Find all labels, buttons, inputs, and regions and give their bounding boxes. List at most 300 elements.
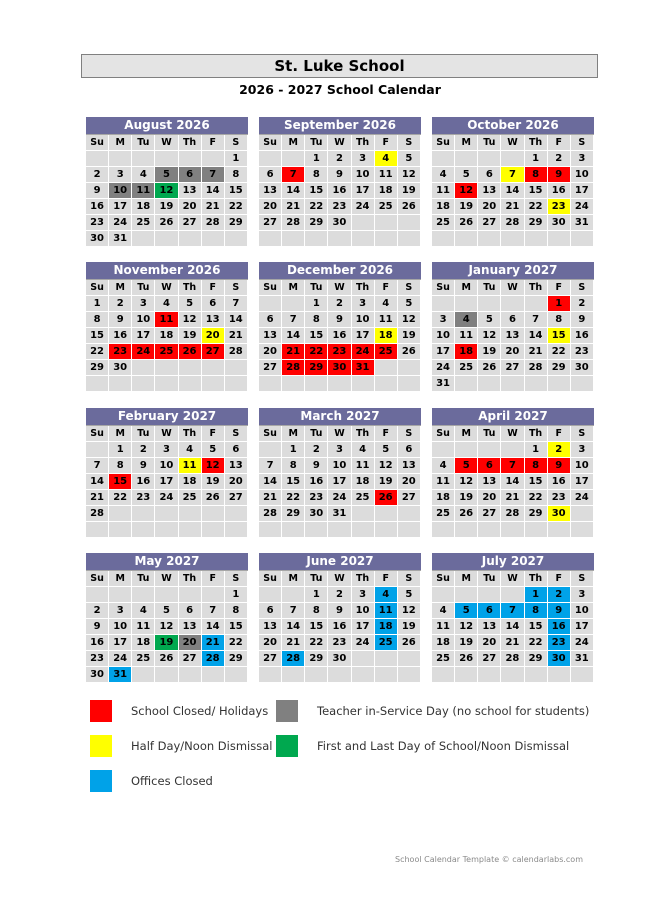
day-cell: 21 — [501, 199, 524, 215]
day-cell: 13 — [398, 458, 421, 474]
day-cell: 30 — [328, 651, 351, 667]
day-cell: 27 — [501, 360, 524, 376]
month-title: December 2026 — [259, 262, 421, 280]
empty-cell — [155, 587, 178, 603]
day-cell: 29 — [525, 651, 548, 667]
empty-cell — [109, 506, 132, 522]
weekday-header: F — [548, 280, 571, 296]
day-cell: 28 — [501, 506, 524, 522]
day-cell: 25 — [132, 215, 155, 231]
legend-label: Half Day/Noon Dismissal — [131, 739, 273, 753]
weekday-header: F — [202, 426, 225, 442]
weekday-header: W — [501, 426, 524, 442]
day-cell: 12 — [455, 474, 478, 490]
day-cell: 11 — [352, 458, 375, 474]
day-cell: 30 — [328, 215, 351, 231]
weekday-header: M — [282, 426, 305, 442]
weekday-header: Th — [179, 426, 202, 442]
day-cell: 3 — [109, 167, 132, 183]
month-days-grid — [86, 280, 248, 392]
day-cell: 28 — [202, 215, 225, 231]
empty-cell — [398, 506, 421, 522]
day-cell: 1 — [305, 151, 328, 167]
day-cell: 10 — [571, 603, 594, 619]
day-cell: 25 — [432, 651, 455, 667]
day-cell: 4 — [432, 603, 455, 619]
weekday-header: W — [155, 426, 178, 442]
day-cell: 4 — [132, 167, 155, 183]
weekday-header: Th — [179, 280, 202, 296]
day-cell: 30 — [548, 651, 571, 667]
day-cell: 11 — [375, 603, 398, 619]
day-cell: 18 — [432, 490, 455, 506]
empty-cell — [202, 360, 225, 376]
weekday-header: S — [571, 135, 594, 151]
empty-cell — [202, 151, 225, 167]
day-cell: 17 — [109, 199, 132, 215]
day-cell: 31 — [571, 215, 594, 231]
empty-cell — [225, 506, 248, 522]
day-cell: 10 — [109, 619, 132, 635]
day-cell: 12 — [202, 458, 225, 474]
day-cell: 17 — [132, 328, 155, 344]
empty-cell — [375, 667, 398, 683]
weekday-header: M — [109, 280, 132, 296]
empty-cell — [375, 376, 398, 392]
day-cell: 10 — [571, 458, 594, 474]
day-cell: 29 — [225, 651, 248, 667]
empty-cell — [455, 587, 478, 603]
day-cell: 16 — [548, 619, 571, 635]
day-cell: 28 — [282, 360, 305, 376]
day-cell: 1 — [525, 151, 548, 167]
day-cell: 2 — [328, 151, 351, 167]
weekday-header: Su — [86, 135, 109, 151]
empty-cell — [501, 442, 524, 458]
day-cell: 12 — [398, 312, 421, 328]
month-days-grid — [86, 135, 248, 247]
day-cell: 28 — [259, 506, 282, 522]
month-july-2027 — [432, 553, 594, 683]
day-cell: 2 — [86, 603, 109, 619]
day-cell: 7 — [282, 167, 305, 183]
weekday-header: Th — [352, 426, 375, 442]
legend-label: First and Last Day of School/Noon Dismissal — [317, 739, 570, 753]
weekday-header: W — [155, 571, 178, 587]
day-cell: 25 — [432, 215, 455, 231]
day-cell: 21 — [282, 635, 305, 651]
legend-inservice — [276, 700, 589, 722]
day-cell: 21 — [282, 344, 305, 360]
weekday-header: Su — [259, 426, 282, 442]
day-cell: 28 — [86, 506, 109, 522]
day-cell: 24 — [109, 215, 132, 231]
empty-cell — [202, 587, 225, 603]
weekday-header: W — [328, 571, 351, 587]
footer-credit: School Calendar Template © calendarlabs.com — [395, 855, 583, 864]
empty-cell — [375, 522, 398, 538]
month-days-grid — [86, 426, 248, 538]
day-cell: 19 — [398, 619, 421, 635]
day-cell: 27 — [398, 490, 421, 506]
weekday-header: W — [328, 135, 351, 151]
day-cell: 10 — [352, 167, 375, 183]
month-title: June 2027 — [259, 553, 421, 571]
day-cell: 3 — [352, 151, 375, 167]
day-cell: 13 — [202, 312, 225, 328]
day-cell: 25 — [132, 651, 155, 667]
day-cell: 1 — [548, 296, 571, 312]
weekday-header: Su — [259, 280, 282, 296]
day-cell: 3 — [109, 603, 132, 619]
day-cell: 29 — [282, 506, 305, 522]
day-cell: 16 — [86, 635, 109, 651]
empty-cell — [155, 231, 178, 247]
empty-cell — [282, 376, 305, 392]
weekday-header: Th — [525, 426, 548, 442]
empty-cell — [282, 296, 305, 312]
empty-cell — [432, 587, 455, 603]
day-cell: 13 — [225, 458, 248, 474]
day-cell: 15 — [305, 183, 328, 199]
day-cell: 4 — [352, 442, 375, 458]
empty-cell — [305, 376, 328, 392]
empty-cell — [305, 231, 328, 247]
day-cell: 13 — [179, 183, 202, 199]
day-cell: 20 — [225, 474, 248, 490]
day-cell: 25 — [155, 344, 178, 360]
day-cell: 27 — [478, 506, 501, 522]
day-cell: 25 — [375, 199, 398, 215]
weekday-header: M — [109, 571, 132, 587]
weekday-header: Su — [432, 135, 455, 151]
weekday-header: M — [109, 426, 132, 442]
day-cell: 21 — [501, 635, 524, 651]
weekday-header: W — [155, 135, 178, 151]
day-cell: 26 — [202, 490, 225, 506]
empty-cell — [179, 376, 202, 392]
day-cell: 1 — [86, 296, 109, 312]
day-cell: 21 — [282, 199, 305, 215]
day-cell: 24 — [571, 199, 594, 215]
month-title: November 2026 — [86, 262, 248, 280]
day-cell: 2 — [109, 296, 132, 312]
day-cell: 7 — [202, 167, 225, 183]
day-cell: 29 — [305, 215, 328, 231]
day-cell: 13 — [501, 328, 524, 344]
day-cell: 14 — [501, 619, 524, 635]
weekday-header: S — [398, 135, 421, 151]
day-cell: 27 — [259, 360, 282, 376]
day-cell: 30 — [548, 506, 571, 522]
day-cell: 11 — [432, 619, 455, 635]
day-cell: 12 — [478, 328, 501, 344]
day-cell: 13 — [478, 183, 501, 199]
day-cell: 21 — [225, 328, 248, 344]
day-cell: 23 — [571, 344, 594, 360]
day-cell: 22 — [305, 635, 328, 651]
empty-cell — [501, 231, 524, 247]
day-cell: 7 — [86, 458, 109, 474]
day-cell: 3 — [571, 587, 594, 603]
day-cell: 11 — [155, 312, 178, 328]
day-cell: 6 — [179, 167, 202, 183]
empty-cell — [432, 522, 455, 538]
weekday-header: M — [282, 571, 305, 587]
day-cell: 10 — [132, 312, 155, 328]
day-cell: 14 — [259, 474, 282, 490]
day-cell: 27 — [179, 215, 202, 231]
day-cell: 21 — [86, 490, 109, 506]
day-cell: 19 — [375, 474, 398, 490]
day-cell: 11 — [179, 458, 202, 474]
day-cell: 25 — [352, 490, 375, 506]
empty-cell — [571, 667, 594, 683]
empty-cell — [398, 376, 421, 392]
day-cell: 14 — [501, 474, 524, 490]
empty-cell — [282, 151, 305, 167]
day-cell: 3 — [571, 151, 594, 167]
weekday-header: Tu — [478, 571, 501, 587]
day-cell: 14 — [282, 328, 305, 344]
empty-cell — [155, 151, 178, 167]
day-cell: 4 — [375, 587, 398, 603]
day-cell: 17 — [352, 619, 375, 635]
day-cell: 29 — [225, 215, 248, 231]
weekday-header: Tu — [478, 135, 501, 151]
day-cell: 9 — [548, 167, 571, 183]
day-cell: 2 — [305, 442, 328, 458]
day-cell: 15 — [86, 328, 109, 344]
empty-cell — [86, 151, 109, 167]
weekday-header: M — [455, 280, 478, 296]
empty-cell — [548, 667, 571, 683]
day-cell: 24 — [109, 651, 132, 667]
empty-cell — [155, 506, 178, 522]
weekday-header: Su — [432, 426, 455, 442]
weekday-header: F — [202, 280, 225, 296]
weekday-header: Su — [86, 280, 109, 296]
day-cell: 16 — [571, 328, 594, 344]
day-cell: 6 — [259, 603, 282, 619]
day-cell: 19 — [202, 474, 225, 490]
weekday-header: Th — [352, 571, 375, 587]
day-cell: 6 — [478, 167, 501, 183]
legend-label: School Closed/ Holidays — [131, 704, 269, 718]
day-cell: 1 — [525, 442, 548, 458]
day-cell: 16 — [132, 474, 155, 490]
day-cell: 5 — [155, 603, 178, 619]
day-cell: 17 — [571, 474, 594, 490]
weekday-header: Tu — [132, 426, 155, 442]
weekday-header: W — [328, 426, 351, 442]
weekday-header: Su — [259, 135, 282, 151]
day-cell: 24 — [352, 635, 375, 651]
empty-cell — [352, 667, 375, 683]
day-cell: 9 — [86, 183, 109, 199]
weekday-header: S — [571, 571, 594, 587]
weekday-header: M — [455, 135, 478, 151]
empty-cell — [432, 296, 455, 312]
month-days-grid — [259, 426, 421, 538]
day-cell: 2 — [328, 587, 351, 603]
empty-cell — [202, 522, 225, 538]
day-cell: 24 — [432, 360, 455, 376]
empty-cell — [179, 667, 202, 683]
day-cell: 6 — [478, 603, 501, 619]
empty-cell — [432, 667, 455, 683]
weekday-header: Th — [179, 135, 202, 151]
empty-cell — [501, 522, 524, 538]
day-cell: 1 — [225, 151, 248, 167]
empty-cell — [375, 360, 398, 376]
month-title: March 2027 — [259, 408, 421, 426]
empty-cell — [398, 215, 421, 231]
day-cell: 4 — [155, 296, 178, 312]
day-cell: 16 — [109, 328, 132, 344]
empty-cell — [132, 587, 155, 603]
empty-cell — [225, 522, 248, 538]
day-cell: 7 — [225, 296, 248, 312]
day-cell: 23 — [328, 344, 351, 360]
weekday-header: S — [225, 280, 248, 296]
empty-cell — [525, 296, 548, 312]
legend-office — [90, 770, 213, 792]
day-cell: 7 — [501, 458, 524, 474]
swatch-inservice-icon — [276, 700, 298, 722]
day-cell: 22 — [225, 635, 248, 651]
weekday-header: S — [225, 426, 248, 442]
day-cell: 17 — [571, 619, 594, 635]
empty-cell — [282, 231, 305, 247]
empty-cell — [432, 231, 455, 247]
day-cell: 19 — [155, 635, 178, 651]
month-title: January 2027 — [432, 262, 594, 280]
month-days-grid — [86, 571, 248, 683]
month-days-grid — [432, 426, 594, 538]
day-cell: 1 — [525, 587, 548, 603]
empty-cell — [455, 667, 478, 683]
day-cell: 18 — [375, 619, 398, 635]
day-cell: 19 — [455, 199, 478, 215]
empty-cell — [548, 231, 571, 247]
empty-cell — [86, 587, 109, 603]
month-title: February 2027 — [86, 408, 248, 426]
day-cell: 12 — [398, 167, 421, 183]
empty-cell — [225, 231, 248, 247]
day-cell: 4 — [375, 296, 398, 312]
empty-cell — [432, 151, 455, 167]
empty-cell — [109, 522, 132, 538]
legend-firstlast — [276, 735, 569, 757]
empty-cell — [352, 376, 375, 392]
day-cell: 17 — [352, 328, 375, 344]
empty-cell — [455, 151, 478, 167]
swatch-half-icon — [90, 735, 112, 757]
day-cell: 31 — [109, 667, 132, 683]
month-title: July 2027 — [432, 553, 594, 571]
day-cell: 18 — [375, 328, 398, 344]
day-cell: 23 — [86, 215, 109, 231]
month-january-2027 — [432, 262, 594, 392]
day-cell: 19 — [455, 635, 478, 651]
day-cell: 3 — [432, 312, 455, 328]
empty-cell — [155, 522, 178, 538]
day-cell: 10 — [352, 312, 375, 328]
day-cell: 11 — [132, 619, 155, 635]
day-cell: 24 — [352, 344, 375, 360]
empty-cell — [478, 231, 501, 247]
day-cell: 15 — [282, 474, 305, 490]
day-cell: 17 — [328, 474, 351, 490]
empty-cell — [478, 587, 501, 603]
day-cell: 27 — [259, 215, 282, 231]
empty-cell — [352, 522, 375, 538]
day-cell: 27 — [259, 651, 282, 667]
day-cell: 22 — [305, 344, 328, 360]
day-cell: 4 — [432, 167, 455, 183]
weekday-header: M — [455, 571, 478, 587]
empty-cell — [328, 522, 351, 538]
month-august-2026 — [86, 117, 248, 247]
day-cell: 19 — [179, 328, 202, 344]
empty-cell — [525, 376, 548, 392]
empty-cell — [455, 522, 478, 538]
day-cell: 16 — [328, 328, 351, 344]
day-cell: 21 — [202, 199, 225, 215]
weekday-header: Tu — [305, 280, 328, 296]
day-cell: 12 — [398, 603, 421, 619]
month-title: October 2026 — [432, 117, 594, 135]
day-cell: 29 — [305, 360, 328, 376]
day-cell: 5 — [455, 603, 478, 619]
weekday-header: Su — [432, 280, 455, 296]
day-cell: 26 — [398, 199, 421, 215]
day-cell: 9 — [328, 603, 351, 619]
empty-cell — [328, 376, 351, 392]
day-cell: 9 — [305, 458, 328, 474]
empty-cell — [525, 522, 548, 538]
day-cell: 25 — [179, 490, 202, 506]
day-cell: 23 — [305, 490, 328, 506]
day-cell: 19 — [155, 199, 178, 215]
empty-cell — [225, 360, 248, 376]
month-title: September 2026 — [259, 117, 421, 135]
day-cell: 28 — [225, 344, 248, 360]
day-cell: 5 — [179, 296, 202, 312]
empty-cell — [155, 360, 178, 376]
day-cell: 28 — [525, 360, 548, 376]
day-cell: 11 — [375, 312, 398, 328]
day-cell: 8 — [305, 312, 328, 328]
empty-cell — [548, 522, 571, 538]
weekday-header: W — [328, 280, 351, 296]
day-cell: 6 — [225, 442, 248, 458]
day-cell: 10 — [155, 458, 178, 474]
empty-cell — [398, 651, 421, 667]
day-cell: 4 — [179, 442, 202, 458]
day-cell: 26 — [155, 651, 178, 667]
weekday-header: M — [109, 135, 132, 151]
day-cell: 19 — [478, 344, 501, 360]
month-december-2026 — [259, 262, 421, 392]
day-cell: 21 — [202, 635, 225, 651]
day-cell: 14 — [282, 183, 305, 199]
day-cell: 23 — [86, 651, 109, 667]
day-cell: 6 — [398, 442, 421, 458]
day-cell: 2 — [548, 587, 571, 603]
day-cell: 18 — [432, 199, 455, 215]
